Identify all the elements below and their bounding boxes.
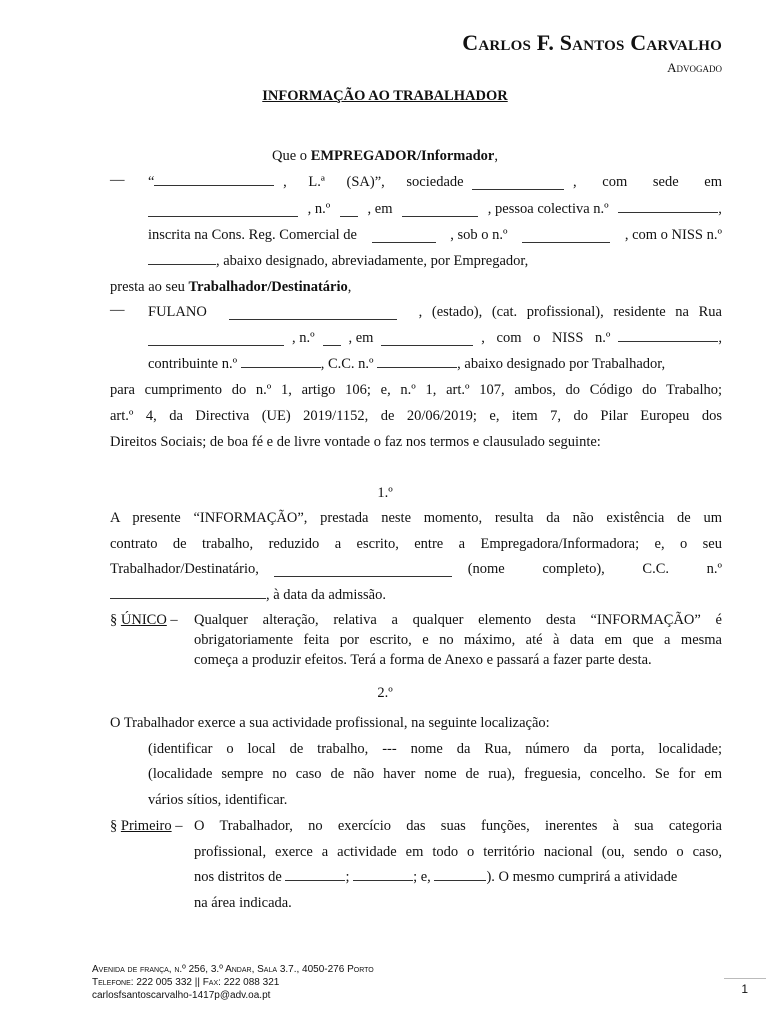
- clause-1-line-4: , à data da admissão.: [110, 585, 386, 605]
- primeiro-line-1: O Trabalhador, no exercício das suas funções, inerentes à sua categoria: [194, 818, 722, 834]
- lawyer-role: Advogado: [667, 60, 722, 75]
- unico-label: § ÚNICO –: [110, 612, 178, 628]
- unico-line-1: Qualquer alteração, relativa a qualquer elemento desta “INFORMAÇÃO” é: [194, 612, 722, 628]
- clause-2-indent-2: (localidade sempre no caso de não haver nome de rua), freguesia, concelho. Se for em: [148, 766, 722, 782]
- clause-1-line-2: contrato de trabalho, reduzido a escrito, entre a Empregadora/Informadora; e, o seu: [110, 536, 722, 552]
- clause-2-indent-3: vários sítios, identificar.: [148, 792, 288, 808]
- employer-line-4: , abaixo designado, abreviadamente, por Empregador,: [148, 251, 528, 271]
- legal-basis-line-3: Direitos Sociais; de boa fé e de livre vontade o faz nos termos e clausulado seguinte:: [110, 434, 601, 450]
- legal-basis-line-1: para cumprimento do n.º 1, artigo 106; e, n.º 1, art.º 107, ambos, do Código do Trabalho;: [110, 382, 722, 398]
- clause-1-line-1: A presente “INFORMAÇÃO”, prestada neste momento, resulta da não existência de um: [110, 510, 722, 526]
- intro-worker-line: presta ao seu Trabalhador/Destinatário,: [110, 279, 352, 295]
- page-number-rule: [724, 978, 766, 979]
- intro-employer-line: Que o EMPREGADOR/Informador,: [272, 148, 498, 164]
- footer-address: Avenida de frança, n.º 256, 3.º Andar, Sala 3.7., 4050-276 Porto: [92, 964, 374, 975]
- footer: [92, 963, 374, 1002]
- primeiro-line-3: nos distritos de ; ; e, ). O mesmo cumprirá a atividade: [194, 869, 678, 885]
- primeiro-line-4: na área indicada.: [194, 895, 292, 911]
- footer-email: carlosfsantoscarvalho-1417p@adv.oa.pt: [92, 990, 271, 1001]
- clause-1-line-3: Trabalhador/Destinatário, (nome completo), C.C. n.º: [110, 561, 722, 577]
- worker-line-1: FULANO , (estado), (cat. profissional), residente na Rua: [148, 304, 722, 320]
- employer-line-2: , n.º , em , pessoa colectiva n.º ,: [148, 199, 722, 219]
- clause-1-number: 1.º: [377, 485, 393, 501]
- worker-line-2: , n.º , em , com o NISS n.º ,: [148, 328, 722, 348]
- clause-2-indent-1: (identificar o local de trabalho, --- nome da Rua, número da porta, localidade;: [148, 741, 722, 757]
- footer-phone: Telefone: 222 005 332 || Fax: 222 088 321: [92, 977, 280, 988]
- unico-line-3: começa a produzir efeitos. Terá a forma de Anexo e passará a fazer parte desta.: [194, 652, 652, 668]
- worker-dash: —: [110, 302, 125, 318]
- lawyer-name: Carlos F. Santos Carvalho: [462, 30, 722, 55]
- employer-line-1: “ , L.ª (SA)”, sociedade , com sede em: [148, 174, 722, 190]
- clause-2-number: 2.º: [377, 685, 393, 701]
- primeiro-label: § Primeiro –: [110, 818, 183, 834]
- clause-2-line-1: O Trabalhador exerce a sua actividade profissional, na seguinte localização:: [110, 715, 550, 731]
- employer-dash: —: [110, 172, 125, 188]
- worker-line-3: contribuinte n.º , C.C. n.º , abaixo designado por Trabalhador,: [148, 356, 666, 372]
- primeiro-line-2: profissional, exerce a actividade em todo o território nacional (ou, sendo o caso,: [194, 844, 722, 860]
- legal-basis-line-2: art.º 4, da Directiva (UE) 2019/1152, de 20/06/2019; e, item 7, do Pilar Europeu dos: [110, 408, 722, 424]
- employer-line-3: inscrita na Cons. Reg. Comercial de , sob o n.º , com o NISS n.º: [148, 227, 722, 243]
- document-title: INFORMAÇÃO AO TRABALHADOR: [262, 88, 508, 104]
- unico-line-2: obrigatoriamente feita por escrito, e no máximo, até à data em que a mesma: [194, 632, 722, 648]
- page-number: 1: [741, 982, 748, 996]
